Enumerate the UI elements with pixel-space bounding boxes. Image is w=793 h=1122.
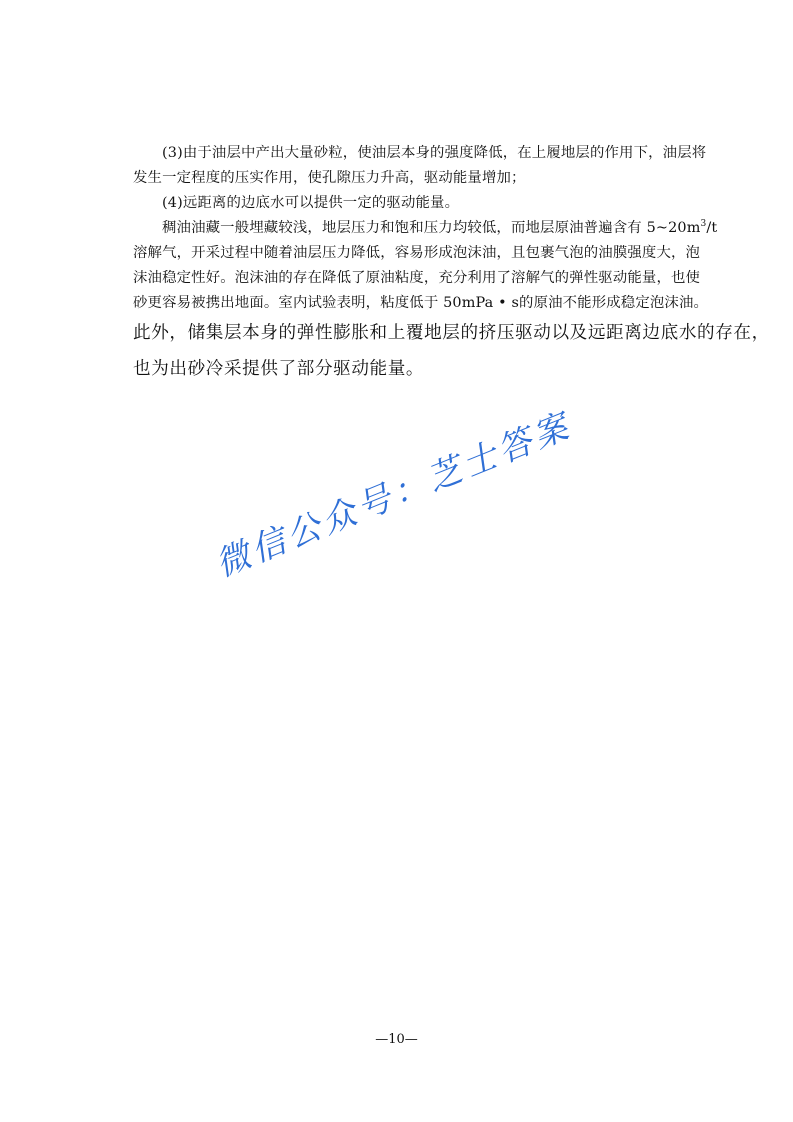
paragraph-3-line-1: (3)由于油层中产出大量砂粒，使油层本身的强度降低，在上履地层的作用下，油层将 [162,145,707,161]
body-paragraph-line-1 [162,218,717,238]
summary-line-1: 此外，储集层本身的弹性膨胀和上覆地层的挤压驱动以及远距离边底水的存在， [133,323,770,343]
body-paragraph-line-2: 溶解气，开采过程中随着油层压力降低，容易形成泡沫油，且包裹气泡的油膜强度大，泡 [133,245,701,261]
body-line-1-unit: /t [706,220,718,236]
superscript-3: 3 [700,219,707,229]
paragraph-4-line-1: (4)远距离的边底水可以提供一定的驱动能量。 [162,195,460,211]
paragraph-3-line-2: 发生一定程度的压实作用，使孔隙压力升高，驱动能量增加； [133,170,526,186]
summary-line-2: 也为出砂冷采提供了部分驱动能量。 [133,359,425,379]
body-paragraph-line-4: 砂更容易被携出地面。室内试验表明，粘度低于 50mPa • s的原油不能形成稳定泡沫油。 [133,295,709,311]
watermark-text: 微信公众号：芝士答案 [210,405,578,586]
body-line-1-text: 稠油油藏一般埋藏较浅，地层压力和饱和压力均较低，而地层原油普遍含有 5~20m [162,220,701,236]
body-paragraph-line-3: 沫油稳定性好。泡沫油的存在降低了原油粘度，充分利用了溶解气的弹性驱动能量，也使 [133,270,701,286]
page-number: —10— [375,1032,418,1047]
